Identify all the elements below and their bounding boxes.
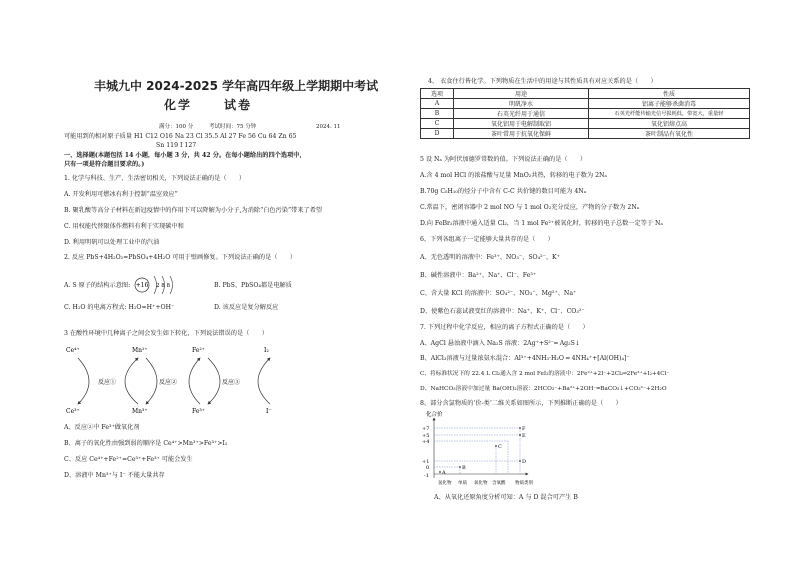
point-a	[439, 471, 441, 473]
table-cell: 茶叶制品有氧化性	[589, 129, 750, 139]
q2-option-c: C. H₂O 的电离方程式: H₂O=H⁺+OH⁻	[64, 304, 175, 311]
redox-cycle-diagram	[64, 340, 304, 420]
q3-option-d: D、溶液中 Mn³⁺与 I⁻ 不能大量共存	[64, 472, 165, 479]
time-info: 考试时间：75 分钟	[209, 124, 257, 130]
ion-i2: I₂	[264, 347, 269, 354]
table-row	[421, 99, 750, 109]
table-cell: 石英光纤用于通信	[454, 109, 589, 119]
ytick: -1	[424, 473, 429, 479]
q1-option-d: D. 利用明矾可以处理工业中的汽油	[64, 239, 160, 246]
table-row	[421, 129, 750, 139]
table-cell: 氧化铝熔点高	[589, 119, 750, 129]
ion-i-minus: I⁻	[266, 408, 272, 415]
q7-option-d: D、NaHCO₃溶液中加过量 Ba(OH)₂溶液：2HCO₃⁻+Ba²⁺+2OH⁻═BaCO₃↓+CO₃²⁻+2H₂O	[420, 386, 667, 392]
ion-mn2: Mn²⁺	[132, 347, 148, 354]
point-label: D	[522, 459, 527, 465]
reaction-3-label: 反应③	[222, 379, 241, 386]
q8-stem: 8、部分含氯物质的‘价-类’二维关系如图所示，下列推断正确的是（ ）	[420, 400, 622, 407]
date-info: 2024. 11	[316, 124, 341, 130]
q1-stem: 1. 化学与科技、生产、生活密切相关，下列说法正确的是（ ）	[64, 175, 246, 182]
point-f	[519, 427, 521, 429]
graph-gridlines	[434, 428, 520, 474]
q3-option-c: C、反应 Ce⁴⁺+Fe²⁺=Ce³⁺+Fe³⁺ 可能会发生	[64, 456, 193, 463]
ion-fe2: Fe²⁺	[192, 347, 205, 354]
ion-fe3: Fe³⁺	[192, 408, 205, 415]
q7-option-a: A、AgCl 悬浊液中滴入 Na₂S 溶液：2Ag⁺+S²⁻═ Ag₂S↓	[420, 340, 581, 347]
exam-subject: 化学	[164, 98, 193, 112]
q6-option-b: B、碱性溶液中：Ba²⁺、Na⁺、Cl⁻、Fe³⁺	[420, 272, 537, 279]
q4-table	[420, 88, 750, 139]
table-cell: 石英光纤能传输光信号损耗低，带宽大，重量轻	[589, 109, 750, 119]
table-cell: A	[421, 99, 454, 109]
xtick: 单质	[458, 481, 467, 486]
table-row	[421, 109, 750, 119]
xtick: 氧化物	[474, 481, 488, 486]
section-heading: 一、选择题(本题包括 14 小题，每小题 3 分，共 42 分。在每小题给出的四个选项中，	[64, 152, 306, 159]
ytick: +4	[422, 439, 430, 445]
q4-stem: 4、 衣食住行皆化学。下列物质在生活中的用途与其性质具有对应关系的是（ ）	[428, 78, 657, 85]
q7-stem: 7. 下列过程中化学反应，相应的离子方程式正确的是（ ）	[420, 324, 589, 331]
point-d	[519, 460, 521, 462]
xtick: 含氧酸	[492, 481, 506, 486]
table-header-cell: 性质	[589, 89, 750, 99]
table-cell: 氧化铝用于电解制取铝	[454, 119, 589, 129]
table-header-row	[421, 89, 750, 99]
q3-stem: 3 在酸性环境中几种离子之间会发生如下转化，下列说法错误的是（ ）	[64, 330, 268, 337]
atomic-masses-2: Sn 119 I 127	[156, 142, 197, 149]
q3-option-a: A、反应②中 Fe³⁺做氧化剂	[64, 424, 140, 431]
q2-option-d: D. 该反应是复分解反应	[214, 304, 279, 311]
score-info: 满分：100 分	[159, 124, 194, 130]
exam-title: 丰城九中 2024-2025 学年高四年级上学期期中考试	[94, 79, 379, 93]
xtick: 氢化物	[438, 481, 452, 486]
table-cell: D	[421, 129, 454, 139]
q6-option-c: C、含大量 KCl 的溶液中：SO₄²⁻、NO₃⁻、Mg²⁺、Na⁺	[420, 290, 577, 297]
q5-option-b: B.70g C₅H₁₀的烃分子中含有 C-C 共价键的数目可能为 4Nₐ	[420, 188, 587, 195]
atom-nucleus-label: +16	[135, 282, 149, 289]
atomic-masses: 可能用到的相对原子质量 H1 C12 O16 Na 23 Cl 35.5 Al 27 Fe 56 Cu 64 Zn 65	[64, 133, 297, 140]
ytick: +7	[422, 426, 430, 432]
q1-option-c: C. 用权能代替限体作燃料有利于实现碳中和	[64, 223, 184, 230]
point-e	[519, 434, 521, 436]
q1-option-b: B. 聚乳酸等高分子材料在新冠疫情中的作用下可以降解为小分子,为消除“白色污染”带来了希望	[64, 207, 323, 214]
q6-option-d: D、使紫色石蕊试液变红的溶液中：Na⁺、K⁺、Cl⁻、CO₃²⁻	[420, 308, 585, 315]
point-label: E	[522, 433, 526, 439]
q1-option-a: A. 开发利用可燃冰有利于控制“温室效应”	[64, 191, 178, 198]
table-row	[421, 119, 750, 129]
q5-option-a: A.含 4 mol HCl 的浓盐酸与足量 MnO₂共热，转移的电子数为 2Nₐ	[420, 172, 607, 179]
point-c	[495, 445, 497, 447]
q7-option-b: B、AlCl₃溶液与过量浓氨水混合：Al³⁺+4NH₃·H₂O ═ 4NH₄⁺+[Al(OH)₄]⁻	[420, 355, 630, 362]
ytick: +1	[422, 459, 430, 465]
q5-stem: 5 设 Nₐ 为阿伏加德罗常数的值。下列说法正确的是（ ）	[420, 156, 587, 163]
valence-class-graph	[420, 408, 560, 490]
q2-stem: 2. 反应 PbS+4H₂O₂=PbSO₄+4H₂O 可用于壁画修复。下列说法正确的是（ ）	[64, 254, 297, 261]
q5-option-d: D.向 FeBr₂溶液中通入适量 Cl₂，当 1 mol Fe²⁺被氧化时，转移的电子总数一定等于 Nₐ	[420, 220, 663, 227]
point-b	[459, 466, 461, 468]
q7-option-c: C、将标准状况下的 22.4 L Cl₂通入含 2 mol FeI₂的溶液中：2Fe²⁺+2I⁻+2Cl₂═2Fe³⁺+I₂+4Cl⁻	[420, 371, 670, 377]
table-cell: 铝离子能够杀菌消毒	[589, 99, 750, 109]
q8-option-a: A、从氧化还原角度分析可知：A 与 D 混合可产生 B	[434, 494, 578, 501]
ion-ce3: Ce³⁺	[66, 408, 80, 415]
table-cell: B	[421, 109, 454, 119]
reaction-1-label: 反应①	[98, 379, 117, 386]
table-cell: 茶叶常用于抗氧化保鲜	[454, 129, 589, 139]
table-cell: 明矾净水	[454, 99, 589, 109]
ytick: +5	[422, 433, 430, 439]
table-cell: C	[421, 119, 454, 129]
table-header-cell: 用途	[454, 89, 589, 99]
point-label: A	[442, 470, 446, 476]
sulfur-atom-diagram	[132, 271, 188, 299]
point-label: F	[522, 426, 526, 432]
ion-ce4: Ce⁴⁺	[66, 347, 80, 354]
ion-mn3: Mn³⁺	[132, 408, 148, 415]
q3-option-b: B、离子的氧化性由强到弱的顺序是 Ce⁴⁺>Mn³⁺>Fe³⁺>I₂	[64, 440, 228, 447]
graph-ylabel: 化合价	[426, 412, 443, 418]
q6-option-a: A、无色透明的溶液中：Fe³⁺、NO₃⁻、SO₄²⁻、K⁺	[420, 254, 560, 261]
xtick: 物质类别	[515, 481, 533, 486]
section-heading-2: 只有一项是符合题目要求的。)	[64, 161, 145, 168]
point-label: C	[498, 444, 502, 450]
exam-paper-label: 试卷	[224, 98, 253, 112]
point-label: B	[462, 465, 466, 471]
atom-shells-label: 2 8 8	[156, 283, 170, 289]
q6-stem: 6、下列各组离子一定能够大量共存的是（ ）	[420, 236, 554, 243]
q2-option-a: A. S 原子的结构示意图:	[64, 282, 131, 289]
reaction-2-label: 反应②	[159, 379, 178, 386]
q2-option-b: B. PbS、PbSO₄都是电解质	[214, 282, 292, 289]
ytick: 0	[426, 465, 430, 471]
table-header-cell: 选项	[421, 89, 454, 99]
q5-option-c: C.常温下，密闭容器中 2 mol NO 与 1 mol O₂充分反应，产物的分子数为 2Nₐ	[420, 204, 640, 211]
